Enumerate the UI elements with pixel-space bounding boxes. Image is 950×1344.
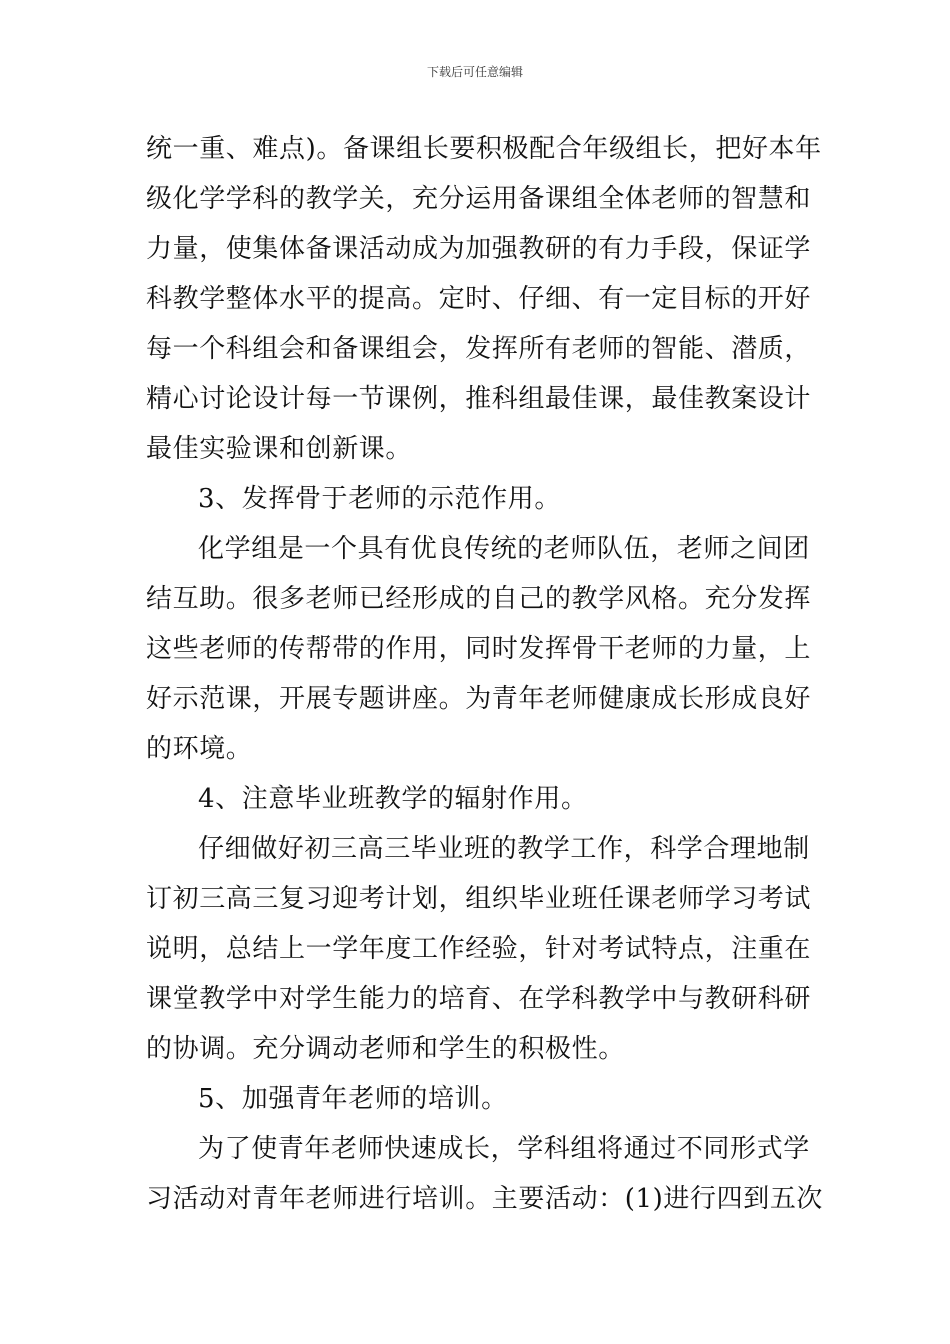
text-line: 统一重、难点)。备课组长要积极配合年级组长，把好本年 (146, 134, 822, 164)
text-line: 说明，总结上一学年度工作经验，针对考试特点，注重在 (146, 934, 812, 964)
text-line: 课堂教学中对学生能力的培育、在学科教学中与教研科研 (146, 984, 812, 1014)
section-heading-5: 5、加强青年老师的培训。 (198, 1084, 508, 1114)
text-line: 结互助。很多老师已经形成的自己的教学风格。充分发挥 (146, 584, 812, 614)
text-line: 订初三高三复习迎考计划，组织毕业班任课老师学习考试 (146, 884, 812, 914)
text-line: 习活动对青年老师进行培训。主要活动：(1)进行四到五次 (146, 1184, 824, 1214)
text-line: 的协调。充分调动老师和学生的积极性。 (146, 1034, 625, 1064)
text-line: 力量，使集体备课活动成为加强教研的有力手段，保证学 (146, 234, 812, 264)
section-heading-4: 4、注意毕业班教学的辐射作用。 (198, 784, 588, 814)
text-line: 最佳实验课和创新课。 (146, 434, 413, 464)
text-line: 级化学学科的教学关，充分运用备课组全体老师的智慧和 (146, 184, 812, 214)
text-line: 科教学整体水平的提高。定时、仔细、有一定目标的开好 (146, 284, 812, 314)
text-line: 精心讨论设计每一节课例，推科组最佳课，最佳教案设计 (146, 384, 812, 414)
text-line: 的环境。 (146, 734, 253, 764)
page-header: 下载后可任意编辑 (426, 65, 523, 79)
text-line: 每一个科组会和备课组会，发挥所有老师的智能、潜质， (146, 334, 812, 364)
text-line: 这些老师的传帮带的作用，同时发挥骨干老师的力量，上 (146, 634, 812, 664)
text-line: 化学组是一个具有优良传统的老师队伍，老师之间团 (198, 534, 810, 564)
section-heading-3: 3、发挥骨于老师的示范作用。 (198, 484, 561, 514)
text-line: 好示范课，开展专题讲座。为青年老师健康成长形成良好 (146, 684, 812, 714)
document-body (146, 124, 824, 1224)
text-line: 仔细做好初三高三毕业班的教学工作，科学合理地制 (198, 834, 810, 864)
text-line: 为了使青年老师快速成长，学科组将通过不同形式学 (198, 1134, 810, 1164)
